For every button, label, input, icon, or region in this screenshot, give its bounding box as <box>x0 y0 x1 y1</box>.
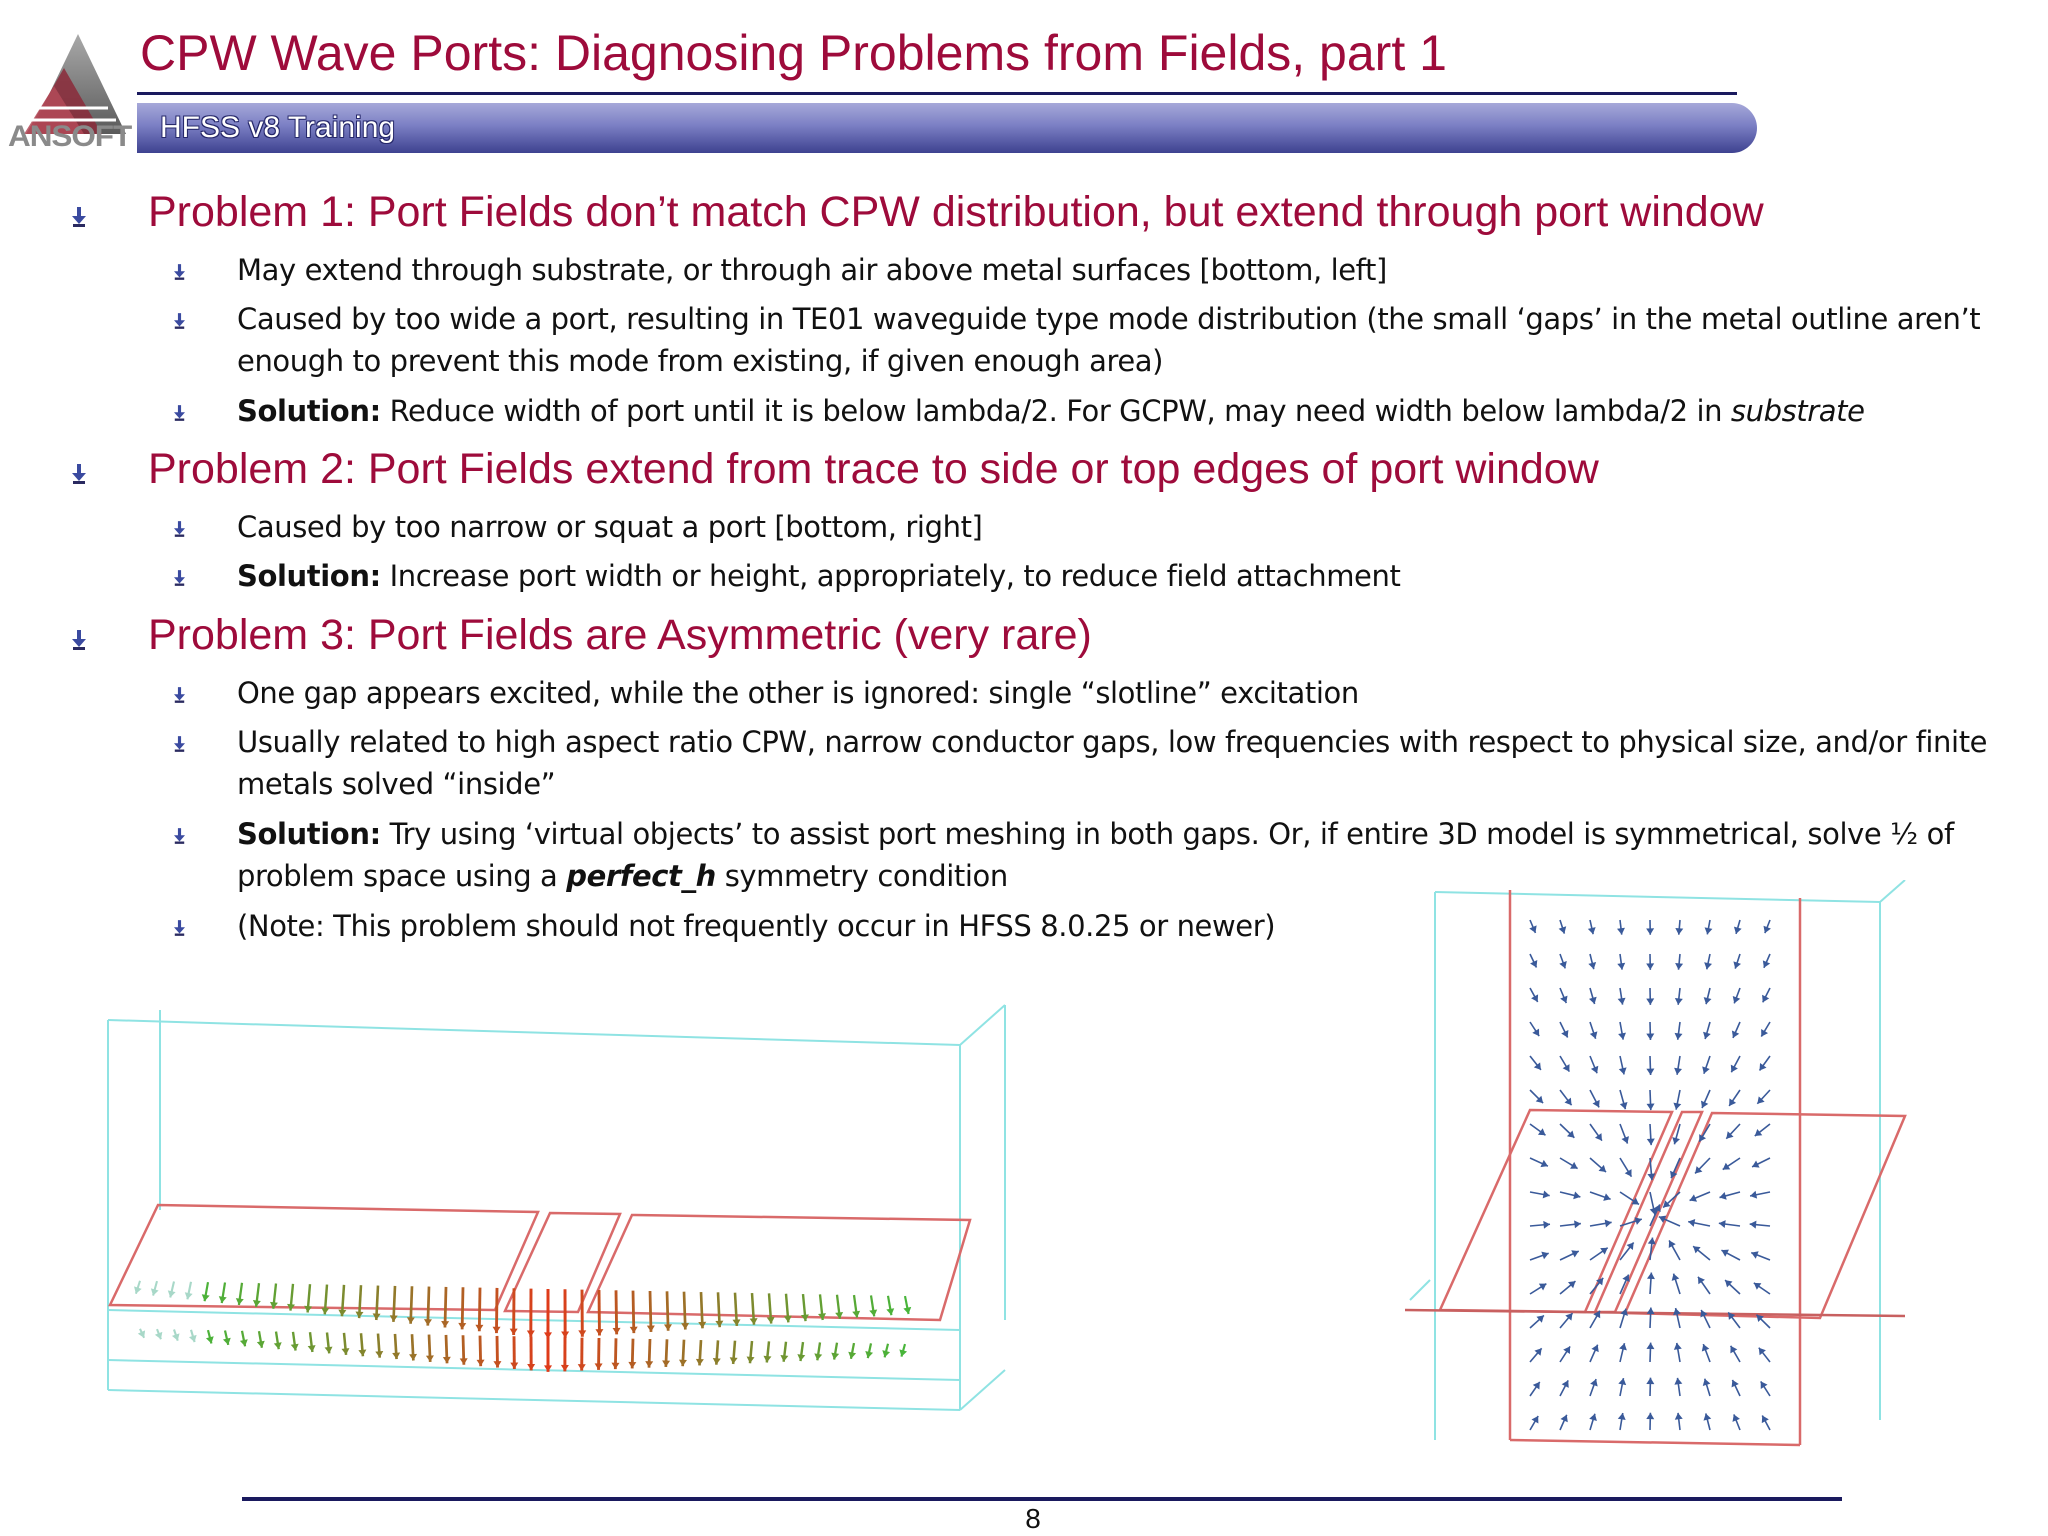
field-arrow-head <box>304 1306 312 1313</box>
field-arrow-head <box>662 1360 670 1367</box>
field-arrow-head <box>441 1321 449 1328</box>
bullet-arrow-icon <box>174 313 185 329</box>
field-arrow-head <box>1618 1378 1626 1385</box>
field-arrow-head <box>1703 1413 1711 1420</box>
field-arrow-head <box>223 1338 231 1345</box>
field-arrow-head <box>1688 1219 1695 1227</box>
field-arrow-head <box>510 1363 518 1369</box>
field-arrow-head <box>426 1355 434 1362</box>
problem-3-heading: Problem 3: Port Fields are Asymmetric (very rare) <box>148 611 1092 659</box>
bullet-arrow-icon <box>174 828 185 844</box>
field-arrow-head <box>1704 997 1712 1004</box>
bullet-arrow-icon <box>72 207 86 227</box>
problem-2-heading: Problem 2: Port Fields extend from trace to side or top edges of port window <box>148 445 1599 493</box>
field-arrow-head <box>1538 1128 1546 1135</box>
field-arrow-head <box>767 1317 775 1324</box>
bullet-arrow-icon <box>174 570 185 586</box>
field-arrow-head <box>1620 1102 1628 1109</box>
field-arrow-head <box>595 1363 603 1369</box>
field-arrow-head <box>1534 1062 1541 1070</box>
field-arrow-head <box>578 1364 586 1370</box>
problem-3-item-2: Usually related to high aspect ratio CPW, narrow conductor gaps, low frequencies with respect to physical size, and/or finite metals solved “inside” <box>237 725 1988 801</box>
field-arrow-head <box>882 1350 890 1357</box>
field-arrow-head <box>1675 1033 1683 1040</box>
solution-text: Increase port width or height, appropriately, to reduce field attachment <box>380 559 1401 593</box>
field-arrow-head <box>1646 998 1654 1004</box>
field-arrow-head <box>1618 998 1626 1005</box>
problem-1-item-2: Caused by too wide a port, resulting in TE01 waveguide type mode distribution (the small ‘gaps’ in the metal outline aren’t enough to prevent this mode from existing, if given enough area) <box>237 302 1981 378</box>
bullet-arrow-icon <box>72 630 86 650</box>
field-arrow-head <box>611 1363 619 1369</box>
field-arrow-head <box>1543 1191 1550 1199</box>
bullet-arrow-icon <box>174 521 185 537</box>
metal-outline <box>1405 890 1905 1445</box>
field-arrow-head <box>681 1323 689 1330</box>
bullet-arrow-icon <box>72 464 86 484</box>
field-arrow-head <box>613 1328 621 1334</box>
field-arrow-head <box>1675 963 1683 970</box>
problem-2-item-1: Caused by too narrow or squat a port [bottom, right] <box>237 510 983 544</box>
field-arrow-head <box>763 1356 771 1363</box>
field-arrow-head <box>1617 963 1625 970</box>
field-arrow-head <box>510 1329 518 1335</box>
field-arrow-head <box>647 1325 655 1331</box>
page-number: 8 <box>1025 1503 1041 1534</box>
field-arrow-head <box>1543 1221 1550 1229</box>
field-arrow-head <box>1673 1103 1681 1110</box>
problem-3-item-1: One gap appears excited, while the other is ignored: single “slotline” excitation <box>237 676 1359 710</box>
problem-3-item-4: (Note: This problem should not frequently occur in HFSS 8.0.25 or newer) <box>237 909 1276 943</box>
field-arrow-head <box>595 1329 603 1335</box>
field-arrow-head <box>1647 1104 1655 1111</box>
field-arrow-head <box>407 1317 415 1324</box>
field-arrow-head <box>1646 1068 1654 1075</box>
field-arrow-head <box>151 1288 159 1295</box>
field-arrow-head <box>409 1354 417 1361</box>
field-arrow-head <box>460 1358 468 1365</box>
bullet-arrow-icon <box>174 736 185 752</box>
field-arrow <box>616 1290 617 1334</box>
slide-title: CPW Wave Ports: Diagnosing Problems from Fields, part 1 <box>140 25 1447 81</box>
solution-label: Solution: <box>237 559 381 593</box>
field-arrow-head <box>308 1345 316 1352</box>
field-arrow-head <box>1719 1220 1726 1228</box>
field-arrow-head <box>578 1330 586 1336</box>
field-arrow-head <box>1617 928 1625 935</box>
field-arrow-head <box>1618 1413 1626 1420</box>
field-arrow-head <box>1750 1191 1757 1199</box>
field-arrow-head <box>645 1361 653 1368</box>
field-arrow-head <box>750 1318 758 1325</box>
problem-1-heading: Problem 1: Port Fields don’t match CPW distribution, but extend through port window <box>148 188 1764 236</box>
field-arrow-head <box>527 1330 535 1336</box>
field-arrow-head <box>1698 1277 1705 1285</box>
bullet-arrow-icon <box>174 264 185 280</box>
field-arrow-head <box>664 1324 672 1331</box>
field-arrow-head <box>1648 1238 1656 1245</box>
field-arrow-head <box>1618 1033 1626 1040</box>
field-arrow-head <box>1573 1192 1580 1200</box>
port-window-outline <box>1410 880 1905 1440</box>
field-arrow-head <box>1647 1308 1655 1315</box>
field-arrow-head <box>1646 1343 1654 1350</box>
field-arrow-head <box>1704 962 1712 969</box>
field-arrow-head <box>730 1357 738 1364</box>
field-arrow-head <box>321 1308 329 1315</box>
field-arrow-head <box>390 1315 398 1322</box>
field-arrow-head <box>1619 1343 1627 1350</box>
field-arrow-head <box>325 1347 333 1354</box>
field-arrow-head <box>1675 1413 1683 1420</box>
field-arrow-head <box>477 1360 485 1366</box>
field-arrow-head <box>1647 1139 1655 1146</box>
field-arrow-head <box>358 1350 366 1357</box>
field-arrow-head <box>1672 1137 1680 1144</box>
field-arrow-head <box>1588 962 1596 969</box>
field-arrow-head <box>206 1336 214 1343</box>
field-arrow-head <box>443 1357 451 1364</box>
field-arrow-head <box>679 1360 687 1367</box>
field-arrow-head <box>1750 1221 1757 1229</box>
field-arrow-head <box>1674 1068 1682 1075</box>
field-arrow-head <box>1605 1219 1612 1227</box>
footer-rule <box>242 1497 1842 1501</box>
field-arrow-head <box>1674 1343 1682 1350</box>
field-arrow-head <box>1646 1033 1654 1040</box>
ansoft-logo-text: ANSOFT <box>8 120 132 153</box>
solution-label: Solution: <box>237 394 381 428</box>
field-arrow-head <box>1675 998 1683 1005</box>
bullet-arrow-icon <box>174 405 185 421</box>
bullet-arrow-icon <box>174 920 185 936</box>
solution-text: Reduce width of port until it is below lambda/2. For GCPW, may need width below lambda/2 in <box>380 394 1731 428</box>
field-arrow-head <box>1595 1133 1602 1141</box>
banner-text: HFSS v8 Training <box>160 111 396 144</box>
field-arrow-head <box>630 1327 638 1333</box>
field-arrow-head <box>341 1348 349 1355</box>
field-arrow-head <box>493 1361 501 1367</box>
field-arrow-head <box>493 1327 501 1333</box>
field-arrow-head <box>1646 1413 1654 1419</box>
field-arrow-head <box>628 1362 636 1369</box>
field-arrow-head <box>747 1357 755 1364</box>
field-arrow-head <box>1619 1067 1627 1074</box>
narrow-port-field-plot <box>1400 880 1920 1460</box>
field-arrow-head <box>168 1290 176 1297</box>
solution-emphasis: substrate <box>1730 394 1865 428</box>
field-arrow <box>479 1288 480 1332</box>
solution-label: Solution: <box>237 817 381 851</box>
field-arrow-head <box>355 1312 363 1319</box>
field-arrow-head <box>713 1358 721 1365</box>
field-arrow-head <box>475 1325 483 1331</box>
field-arrow-head <box>1646 963 1654 969</box>
field-arrow-head <box>375 1351 383 1358</box>
field-arrow-head <box>458 1323 466 1329</box>
field-arrow-head <box>424 1319 432 1326</box>
field-arrow-head <box>1760 1063 1767 1071</box>
field-arrow-head <box>698 1322 706 1329</box>
field-arrow-head <box>1574 1220 1581 1228</box>
field-arrow <box>496 1288 497 1333</box>
solution-tail: symmetry condition <box>715 859 1008 893</box>
field-arrow-head <box>1564 1098 1571 1106</box>
problem-1-item-3 <box>237 390 2017 432</box>
field-arrow-head <box>1719 1192 1726 1200</box>
solution-emphasis: perfect_h <box>566 859 716 893</box>
problem-1-item-1: May extend through substrate, or through air above metal surfaces [bottom, left] <box>237 253 1387 287</box>
field-arrow-head <box>784 1316 792 1323</box>
field-arrow-head <box>696 1359 704 1366</box>
title-rule <box>137 92 1737 95</box>
bullet-arrow-icon <box>174 687 185 703</box>
field-arrow-head <box>797 1354 805 1361</box>
field-arrow-head <box>1759 1348 1766 1356</box>
wide-port-field-plot <box>100 990 1020 1430</box>
field-arrow-head <box>1705 927 1713 934</box>
field-arrow-head <box>392 1352 400 1359</box>
problem-2-item-2 <box>237 555 1997 597</box>
field-arrow-head <box>780 1355 788 1362</box>
field-arrow-head <box>1675 928 1683 935</box>
field-arrow-head <box>1627 1242 1634 1250</box>
field-arrow-head <box>561 1332 569 1338</box>
field-arrow-head <box>1588 927 1596 934</box>
solution-text: Try using ‘virtual objects’ to assist port meshing in both gaps. Or, if entire 3D model is symmetrical, solve ½ of problem space using a <box>237 817 1954 893</box>
field-arrow-head <box>1646 1378 1654 1385</box>
field-arrow-head <box>1647 1273 1655 1280</box>
electric-field-arrows <box>1529 920 1771 1430</box>
field-arrow-head <box>1646 928 1654 934</box>
